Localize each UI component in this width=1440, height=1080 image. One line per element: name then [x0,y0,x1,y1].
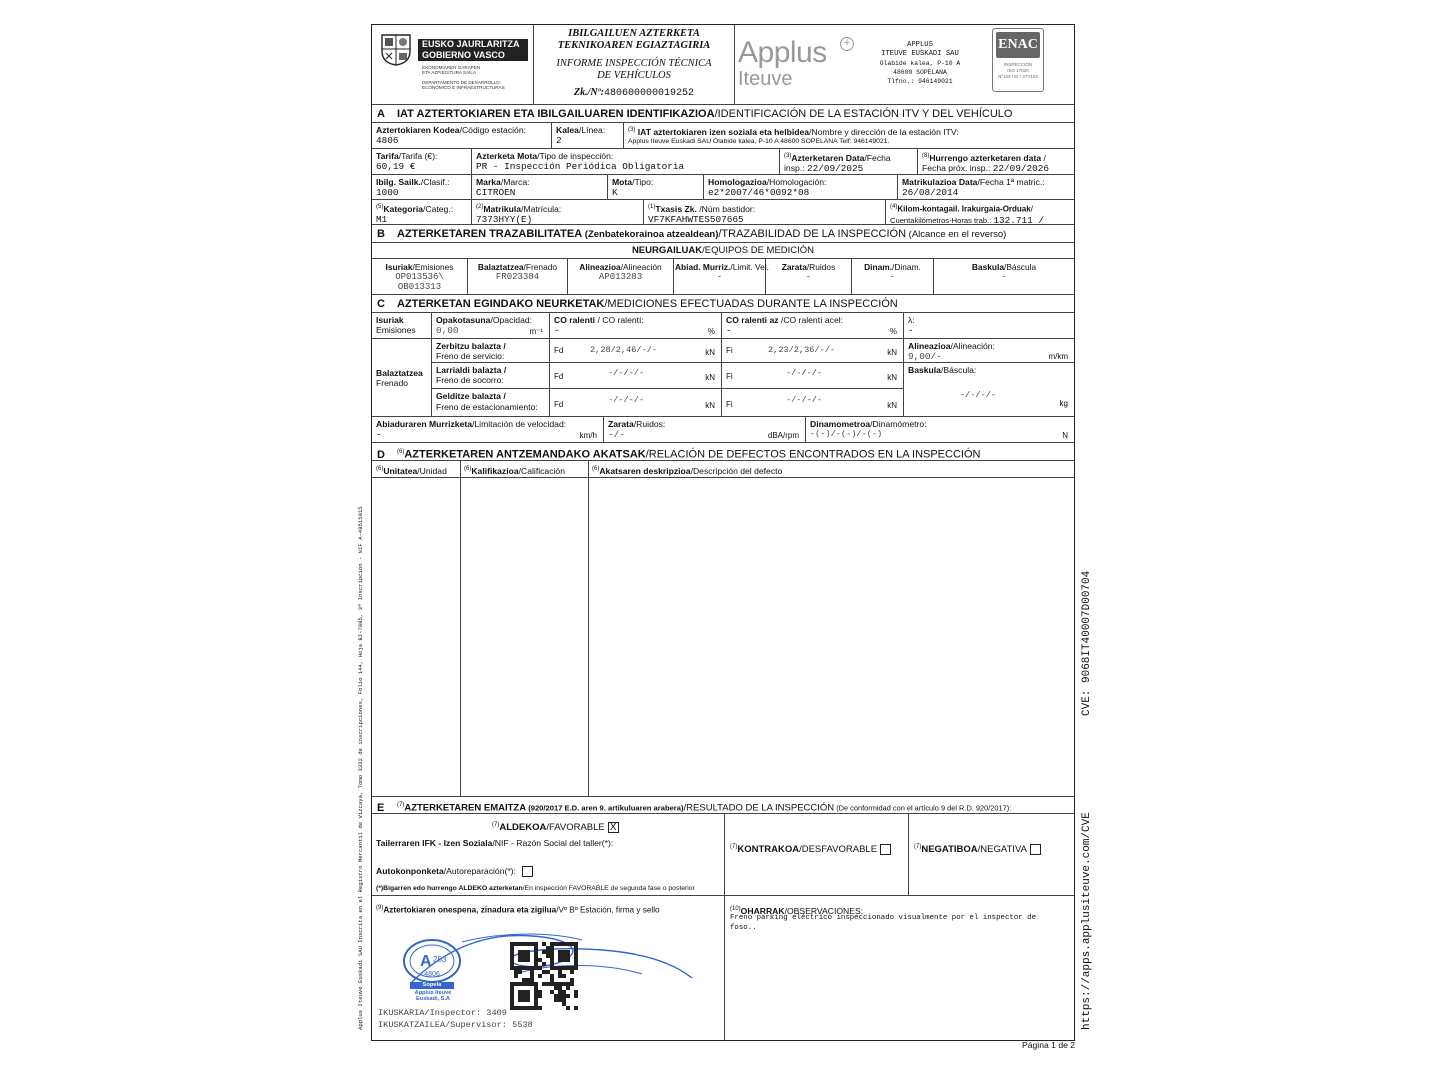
favorable-checkbox[interactable]: X [608,822,619,833]
gov-name-eu: EUSKO JAURLARITZA [422,39,520,49]
enac-sub-3: Nº123 / EI / 37V123 [998,74,1038,79]
supervisor-id: IKUSKATZAILEA/Supervisor: 5538 [378,1020,533,1030]
next-inspection-cell: $^{(8)}$Hurrengo azterketaren data / Fecha próx. insp.: 22/09/2026 [918,149,1074,175]
equipment-header: NEURGAILUAK/EQUIPOS DE MEDICIÓN [372,243,1074,259]
homologation: e2*2007/46*0092*08 [708,187,810,198]
line-number: 2 [556,135,562,146]
stamp-company-1: Applus Iteuve [414,990,452,996]
title-es-2: DE VEHÍCULOS [597,70,671,81]
station-name: Applus Iteuve Euskadi SAU Olabide kalea, P-10 A 48600 SOPELANA Telf: 946149021. [628,137,890,145]
signature-block [372,896,1074,1040]
unfavorable-checkbox[interactable] [880,844,891,855]
emergency-brake-fi-value: -/-/-/- [786,368,823,378]
defects-col-description: $^{(6)}$Akatsaren deskripzioa/Descripción del defecto [592,465,783,476]
equipment-row [372,259,1074,295]
parking-brake-fi-value: -/-/-/- [786,395,823,405]
next-inspection-date: 22/09/2026 [992,162,1049,174]
company-line-3: Olabide kalea, P-10 A [879,60,961,67]
self-repair-checkbox[interactable] [522,866,533,877]
classification-cell: Ibilg. Sailk./Clasif.: 1000 [372,175,472,200]
scale-cell: Baskula/Báscula: -/-/-/- kg [904,363,1074,417]
parking-brake-fi: Fi -/-/-/- kN [722,389,904,417]
plate-cell: $^{(2)}$Matrikula/Matrícula: 7373HYY(E) [472,200,644,225]
section-b-letter: B [377,228,385,240]
dept-es-1: DEPARTAMENTO DE DESARROLLO [422,79,500,85]
unfavorable-option: $^{(7)}$KONTRAKOA/DESFAVORABLE [726,840,894,855]
observations-line-2: foso.. [730,924,757,932]
homologation-cell: Homologazioa/Homologación: e2*2007/46*0092*08 [704,175,898,200]
observations-label: $^{(10)}$OHARRAK/OBSERVACIONES: [730,905,864,916]
company-line-4: 48600 SOPELANA [893,69,947,76]
stamp-number: 4806 [424,971,440,978]
section-d-letter: D [377,448,385,461]
braking-label-cell: Balaztatzea Frenado [372,339,432,417]
inspection-date-cell: $^{(3)}$Azterketaren Data/Fecha insp.: 22/09/2025 [780,149,918,175]
equipment-col: Alineazioa/Alineación AP013283 [568,259,674,295]
classification: 1000 [376,187,399,198]
self-repair-option: Autokonponketa/Autoreparación(*): [372,864,536,877]
service-brake-fd: Fd 2,28/2,46/-/- kN [550,339,722,363]
enac-sub-1: INSPECCIÓN [1003,62,1032,67]
alignment: 9,00/- [908,351,942,362]
applus-brand: Applus [738,36,827,69]
dept-eu-2: ETA AZPIEGITURA SAILA [422,70,477,76]
lambda: - [908,325,914,336]
result-block [372,814,1074,896]
defects-col-unit: $^{(6)}$Unitatea/Unidad [376,465,447,476]
category: M1 [376,213,388,225]
favorable-option: $^{(7)}$ALDEKOA/FAVORABLE X [488,818,622,833]
cve-code: CVE: 9068IT40007D00704 [1081,570,1093,716]
line-cell: Kalea/Línea: 2 [552,123,624,149]
cve-url: https://apps.applusiteuve.com/CVE [1081,812,1093,1030]
registration-date: 26/08/2014 [902,187,959,198]
dept-eu-1: EKONOMIAREN GARAPEN [422,65,481,70]
document-title [534,28,734,99]
equipment-id: OP013536\ [395,272,444,282]
equipment-col: Dinam./Dinam. - [852,259,934,295]
speed-limit-cell: Abiaduraren Murrizketa/Limitación de velocidad: - km/h [372,417,604,443]
inspection-date: 22/09/2025 [806,162,864,174]
vehicle-type: K [612,187,618,198]
co-idle: - [554,325,560,336]
parking-brake-fd: Fd -/-/-/- kN [550,389,722,417]
section-c-letter: C [377,298,385,310]
type-cell: Mota/Tipo: K [608,175,704,200]
emissions-label-cell: Isuriak Emisiones [372,313,432,339]
inspection-report-sheet [371,24,1075,1041]
service-brake-fi: Fi 2,23/2,36/-/- kN [722,339,904,363]
inspection-type: PR - Inspección Periódica Obligatoria [476,161,685,172]
emergency-brake-fd-value: -/-/-/- [608,368,645,378]
basque-coat-of-arms-icon [378,31,414,67]
parking-brake-fd-value: -/-/-/- [608,395,645,405]
section-a-title [372,105,1074,123]
applus-logo [738,37,858,97]
brand-cell: Marka/Marca: CITROEN [472,175,608,200]
equipment-id: - [1001,272,1007,282]
noise: -/- [608,429,625,440]
brand: CITROEN [476,187,516,198]
tarifa: 60,19 € [376,161,416,172]
emergency-brake-fd: Fd -/-/-/- kN [550,363,722,389]
tarifa-cell: Tarifa/Tarifa (€): 60,19 € [372,149,472,175]
stamp-town: Sopela [410,982,454,989]
gov-logo [376,29,532,101]
stamp-company-2: Euskadi, S.A [416,996,450,1002]
report-number-label: Zk./Nº: [574,87,604,98]
applus-sub: Iteuve [738,68,793,90]
company-line-5: Tlfno.: 946149021 [887,78,953,85]
dept-es-2: ECONÓMICO E INFRAESTRUCTURAS [422,85,505,91]
station-code: 4806 [376,135,399,146]
enac-text: ENAC [996,32,1040,58]
section-e-title: E $^{(7)}$AZTERKETAREN EMAITZA (920/2017 E.D. aren 9. artikuluaren arabera)/RESULTADO DE LA INSPECCIÓN (De conformidad con el artículo 9 del R.D. 920/2017): [372,797,1074,814]
header [372,25,1074,105]
qr-code [510,942,578,1010]
equipment-id: - [889,272,896,282]
scale-value: -/-/-/- [960,390,997,400]
noise-cell: Zarata/Ruidos: -/- dBA/rpm [604,417,806,443]
station-name-cell: $^{(3)}$ IAT aztertokiaren izen soziala eta helbidea/Nombre y dirección de la estación ITV: Applus Iteuve Euskadi SAU Olabide kalea, P-10 A 48600 SOPELANA Telf: 946149021. [624,123,1074,149]
emergency-brake-fi: Fi -/-/-/- kN [722,363,904,389]
section-b-title: B AZTERKETAREN TRAZABILITATEA (Zenbatekorainoa atzealdean)/TRAZABILIDAD DE LA INSPECCIÓN (Alcance en el reverso) [372,225,1074,243]
svg-text:253: 253 [433,955,447,964]
section-a-letter: A [377,108,385,120]
section-e-letter: E [377,801,385,814]
opacity: 0,00 [436,325,459,336]
dyno-cell: Dinamometroa/Dinamómetro: -(-)/-(-)/-(-) N [806,417,1074,443]
odometer: 132.711 / [993,214,1045,225]
favorable-note: (*)Bigarren edo hurrengo ALDEKO azterketan/En inspección FAVORABLE de segunda fase o posterior [376,885,695,892]
enac-sub-2: ISO 17020 [1007,68,1029,73]
plus-circle-icon: + [840,37,854,51]
parking-brake-label: Gelditze balazta / Freno de estacionamiento: [432,389,550,417]
equipment-col: Abiad. Murriz./Limit. Vel. - [674,259,766,295]
equipment-id-2: OB013313 [397,282,442,292]
plate: 7373HYY(E) [476,213,533,225]
negative-option: $^{(7)}$NEGATIBOA/NEGATIVA [910,840,1044,855]
inspection-type-cell: Azterketa Mota/Tipo de inspección: PR - Inspección Periódica Obligatoria [472,149,780,175]
station-code-cell: Aztertokiaren Kodea/Código estación: 4806 [372,123,552,149]
emergency-brake-label: Larrialdi balazta / Freno de socorro: [432,363,550,389]
service-brake-fd-value: 2,28/2,46/-/- [590,345,658,355]
service-brake-fi-value: 2,23/2,36/-/- [768,345,836,355]
opacity-cell: Opakotasuna/Opacidad: 0,00 m⁻¹ [432,313,550,339]
observations-line-1: Freno parking eléctrico inspeccionado visualmente por el inspector de [730,914,1037,922]
negative-checkbox[interactable] [1030,844,1041,855]
odometer-cell: $^{(4)}$Kilom-kontagail. Irakurgaia-Orduak/ Cuentakilómetros-Horas trab.: 132.711 / [886,200,1074,225]
equipment-col: Isuriak/Emisiones OP013536\ OB013313 [372,259,468,295]
equipment-col: Zarata/Ruidos - [766,259,852,295]
defects-col-rating: $^{(6)}$Kalifikazioa/Calificación [464,465,565,476]
vin: VF7KFAHWTES507665 [648,213,744,225]
registration-date-cell: Matrikulazioa Data/Fecha 1ª matric.: 26/08/2014 [898,175,1074,200]
equipment-id: - [716,272,723,282]
inspector-id: IKUSKARIA/Inspector: 3409 [378,1008,507,1018]
service-brake-label: Zerbitzu balazta / Freno de servicio: [432,339,550,363]
workshop-label: Tailerraren IFK - Izen Soziala/NIF - Razón Social del taller(*): [376,838,614,848]
title-es-1: INFORME INSPECCIÓN TÉCNICA [556,58,712,69]
defects-table [372,461,1074,797]
section-a-title-es: /IDENTIFICACIÓN DE LA ESTACIÓN ITV Y DEL VEHÍCULO [714,108,1013,120]
company-line-1: APPLUS [907,41,933,49]
gov-name-es: GOBIERNO VASCO [422,50,505,60]
dyno: -(-)/-(-)/-(-) [810,429,883,439]
co-accel: - [726,325,732,336]
legal-margin-text: Applus Iteuve Euskadi SAU Inscrita en el Registro Mercantil de Vizcaya, Tomo 3332 de inscripciones, Folio 144, Hoja BI-7085, 3ª Inscripción - NIF A-48515915 [357,506,364,1030]
svg-text:A: A [420,953,432,970]
section-a-title-eu: IAT AZTERTOKIAREN ETA IBILGAILUAREN IDENTIFIKAZIOA [397,108,715,120]
equipment-col: Balaztatzea/Frenado FR023384 [468,259,568,295]
lambda-cell: λ: - [904,313,1074,339]
company-line-2: ITEUVE EUSKADI SAU [881,50,959,58]
enac-logo [992,28,1044,92]
company-info [860,41,980,86]
title-eu-2: TEKNIKOAREN EGIAZTAGIRIA [557,40,711,51]
speed-limit: - [376,429,382,440]
category-cell: $^{(5)}$Kategoria/Categ.: M1 [372,200,472,225]
page-number: Página 1 de 2 [1022,1040,1076,1050]
title-eu-1: IBILGAILUEN AZTERKETA [568,28,700,39]
report-number: 480600000019252 [603,88,694,99]
section-d-title: D $^{(6)}$AZTERKETAREN ANTZEMANDAKO AKATSAK/RELACIÓN DE DEFECTOS ENCONTRADOS EN LA INSPECCIÓN [372,443,1074,461]
co-idle-cell: CO ralenti / CO ralentí: - % [550,313,722,339]
equipment-id: - [805,272,812,282]
signature-label: $^{(9)}$Aztertokiaren onespena, zinadura eta zigilua/Vº Bº Estación, firma y sello [376,905,660,915]
vin-cell: $^{(1)}$Txasis Zk. /Núm bastidor: VF7KFAHWTES507665 [644,200,886,225]
co-accel-cell: CO ralenti az /CO ralentí acel: - % [722,313,904,339]
alignment-cell: Alineazioa/Alineación: 9,00/- m/km [904,339,1074,363]
section-c-title: C AZTERKETAN EGINDAKO NEURKETAK/MEDICIONES EFECTUADAS DURANTE LA INSPECCIÓN [372,295,1074,313]
equipment-id: AP013283 [598,272,643,282]
equipment-id: FR023384 [495,272,540,282]
equipment-col: Baskula/Báscula - [934,259,1074,295]
